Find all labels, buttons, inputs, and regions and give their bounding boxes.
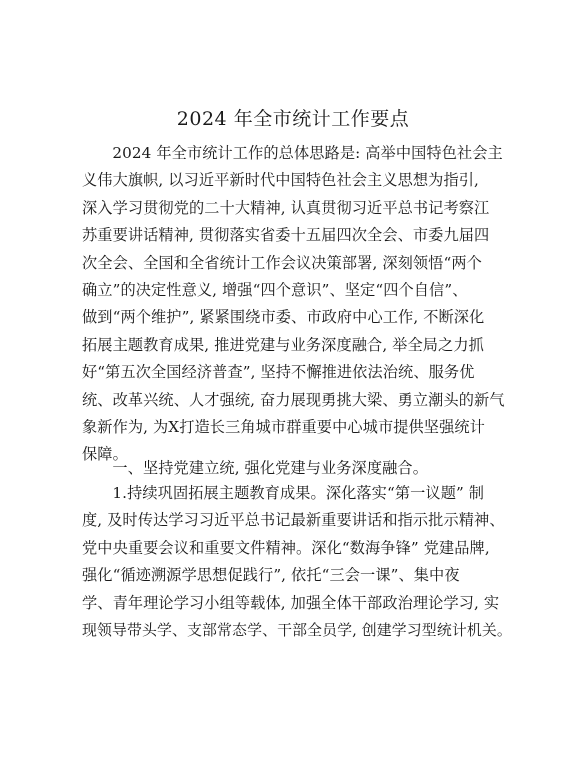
- text-line: 强化“循迹溯源学思想促践行”, 依托“三会一课”、集中夜: [82, 566, 460, 585]
- section-heading-text: 一、坚持党建立统, 强化党建与业务深度融合。: [112, 459, 428, 477]
- text-line: 保障。: [82, 445, 128, 464]
- paragraph-overview: [82, 140, 512, 469]
- text-line: 义伟大旗帜, 以习近平新时代中国特色社会主义思想为指引,: [82, 171, 479, 190]
- text-line: 度, 及时传达学习习近平总书记最新重要讲话和指示批示精神、: [82, 511, 505, 530]
- document-title: 2024 年全市统计工作要点: [176, 108, 410, 130]
- text-line: 象新作为, 为X打造长三角城市群重要中心城市提供坚强统计: [82, 418, 485, 437]
- text-line: 苏重要讲话精神, 贯彻落实省委十五届四次全会、市委九届四: [82, 226, 490, 245]
- text-line: 学、青年理论学习小组等载体, 加强全体干部政治理论学习, 实: [82, 593, 500, 612]
- text-line: 次全会、全国和全省统计工作会议决策部署, 深刻领悟“两个: [82, 253, 482, 272]
- text-line: 好“第五次全国经济普查”, 坚持不懈推进依法治统、服务优: [82, 363, 475, 382]
- text-line: 确立”的决定性意义, 增强“四个意识”、坚定“四个自信”、: [82, 281, 468, 300]
- text-line: 统、改革兴统、人才强统, 奋力展现勇挑大梁、勇立潮头的新气: [82, 390, 505, 409]
- text-line: 1.持续巩固拓展主题教育成果。深化落实“第一议题” 制: [112, 484, 485, 502]
- text-line: 2024 年全市统计工作的总体思路是: 高举中国特色社会主: [112, 144, 503, 162]
- text-line: 党中央重要会议和重要文件精神。深化“数海争锋” 党建品牌,: [82, 538, 490, 557]
- paragraph-item-1: [82, 480, 512, 644]
- section-heading: [82, 455, 512, 482]
- text-line: 现领导带头学、支部常态学、干部全员学, 创建学习型统计机关。: [82, 621, 512, 640]
- text-line: 做到“两个维护”, 紧紧围绕市委、市政府中心工作, 不断深化: [82, 308, 485, 327]
- text-line: 拓展主题教育成果, 推进党建与业务深度融合, 举全局之力抓: [82, 335, 484, 354]
- text-line: 深入学习贯彻党的二十大精神, 认真贯彻习近平总书记考察江: [82, 198, 490, 217]
